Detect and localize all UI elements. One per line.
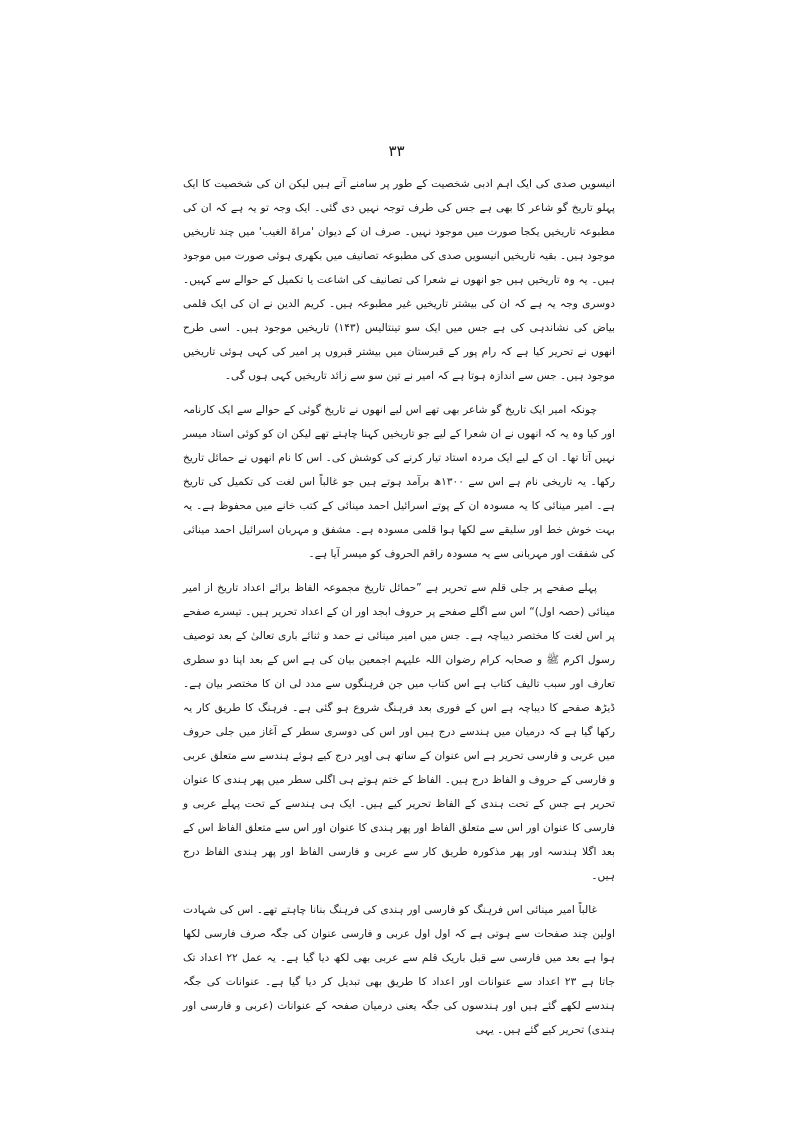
paragraph-3: پہلے صفحے پر جلی قلم سے تحریر ہے ”حمائل تاریخ مجموعہ الفاظ برائے اعداد تاریخ از امیر مینائی (حصہ اول)“ اس سے اگلے صفحے پر حروف ابجد اور ان کے اعداد تحریر ہیں۔ تیسرے صفحے پر اس لغت کا مختصر دیباچہ ہے۔ جس میں امیر مینائی نے حمد و ثنائے باری تعالیٰ کے بعد توصیف رسول اکرم ﷺ و صحابہ کرام رضوان اللہ علیہم اجمعین بیان کی ہے اس کے بعد اپنا دو سطری تعارف اور سبب تالیف کتاب ہے اس کتاب میں جن فرہنگوں سے مدد لی ان کا مختصر بیان ہے۔ ڈیڑھ صفحے کا دیباچہ ہے اس کے فوری بعد فرہنگ شروع ہو گئی ہے۔ فرہنگ کا طریق کار یہ رکھا گیا ہے کہ درمیان میں ہندسے درج ہیں اور اس کی دوسری سطر کے آغاز میں جلی حروف میں عربی و فارسی تحریر ہے اس عنوان کے ساتھ ہی اوپر درج کیے ہوئے ہندسے سے متعلق عربی و فارسی کے حروف و الفاظ درج ہیں۔ الفاظ کے ختم ہوتے ہی اگلی سطر میں پھر ہندی کا عنوان تحریر ہے جس کے تحت ہندی کے الفاظ تحریر کیے ہیں۔ ایک ہی ہندسے کے تحت پہلے عربی و فارسی کا عنوان اور اس سے متعلق الفاظ اور پھر ہندی کا عنوان اور اس سے متعلق الفاظ اس کے بعد اگلا ہندسہ اور پھر مذکورہ طریق کار سے عربی و فارسی الفاظ اور پھر ہندی الفاظ درج ہیں۔ xyxy=(183,582,615,882)
paragraph-1: انیسویں صدی کی ایک اہم ادبی شخصیت کے طور پر سامنے آتے ہیں لیکن ان کی شخصیت کا ایک پہلو تاریخ گو شاعر کا بھی ہے جس کی طرف توجہ نہیں دی گئی۔ ایک وجہ تو یہ ہے کہ ان کی مطبوعہ تاریخیں یکجا صورت میں موجود نہیں۔ صرف ان کے دیوان 'مراۃ الغیب' میں چند تاریخیں موجود ہیں۔ بقیہ تاریخیں انیسویں صدی کی مطبوعہ تصانیف میں بکھری ہوئی صورت میں موجود ہیں۔ یہ وہ تاریخیں ہیں جو انھوں نے شعرا کی تصانیف کی اشاعت یا تکمیل کے حوالے سے کہیں۔ دوسری وجہ یہ ہے کہ ان کی بیشتر تاریخیں غیر مطبوعہ ہیں۔ کریم الدین نے ان کی ایک قلمی بیاض کی نشاندہی کی ہے جس میں ایک سو تینتالیس (۱۴۳) تاریخیں موجود ہیں۔ اسی طرح انھوں نے تحریر کیا ہے کہ رام پور کے قبرستان میں بیشتر قبروں پر امیر کی کہی ہوئی تاریخیں موجود ہیں۔ جس سے اندازہ ہوتا ہے کہ امیر نے تین سو سے زائد تاریخیں کہی ہوں گی۔ xyxy=(183,178,616,382)
paragraph-4: غالباً امیر مینائی اس فرہنگ کو فارسی اور ہندی کی فرہنگ بنانا چاہتے تھے۔ اس کی شہادت اولین چند صفحات سے ہوتی ہے کہ اول اول عربی و فارسی عنوان کی جگہ صرف فارسی لکھا ہوا ہے بعد میں فارسی سے قبل باریک قلم سے عربی بھی لکھ دیا گیا ہے۔ یہ عمل ۲۲ اعداد تک جاتا ہے ۲۳ اعداد سے عنوانات اور اعداد کا طریق بھی تبدیل کر دیا گیا ہے۔ عنوانات کی جگہ ہندسے لکھے گئے ہیں اور ہندسوں کی جگہ یعنی درمیان صفحہ کے عنوانات (عربی و فارسی اور ہندی) تحریر کیے گئے ہیں۔ یہی xyxy=(183,904,615,1036)
page-number: ۳۳ xyxy=(388,142,405,160)
paragraph-2: چونکہ امیر ایک تاریخ گو شاعر بھی تھے اس لیے انھوں نے تاریخ گوئی کے حوالے سے ایک کارنامہ اور کیا وہ یہ کہ انھوں نے ان شعرا کے لیے جو تاریخیں کہنا چاہتے تھے لیکن ان کو کوئی استاد میسر نہیں آتا تھا۔ ان کے لیے ایک مردہ استاد تیار کرنے کی کوشش کی۔ اس کا نام انھوں نے حمائل تاریخ رکھا۔ یہ تاریخی نام ہے اس سے ۱۳۰۰ھ برآمد ہوتے ہیں جو غالباً اس لغت کی تکمیل کی تاریخ ہے۔ امیر مینائی کا یہ مسودہ ان کے پوتے اسرائیل احمد مینائی کے کتب خانے میں محفوظ ہے۔ یہ بہت خوش خط اور سلیقے سے لکھا ہوا قلمی مسودہ ہے۔ مشفق و مہربان اسرائیل احمد مینائی کی شفقت اور مہربانی سے یہ مسودہ راقم الحروف کو میسر آیا ہے۔ xyxy=(183,404,615,560)
document-body xyxy=(183,172,615,1052)
